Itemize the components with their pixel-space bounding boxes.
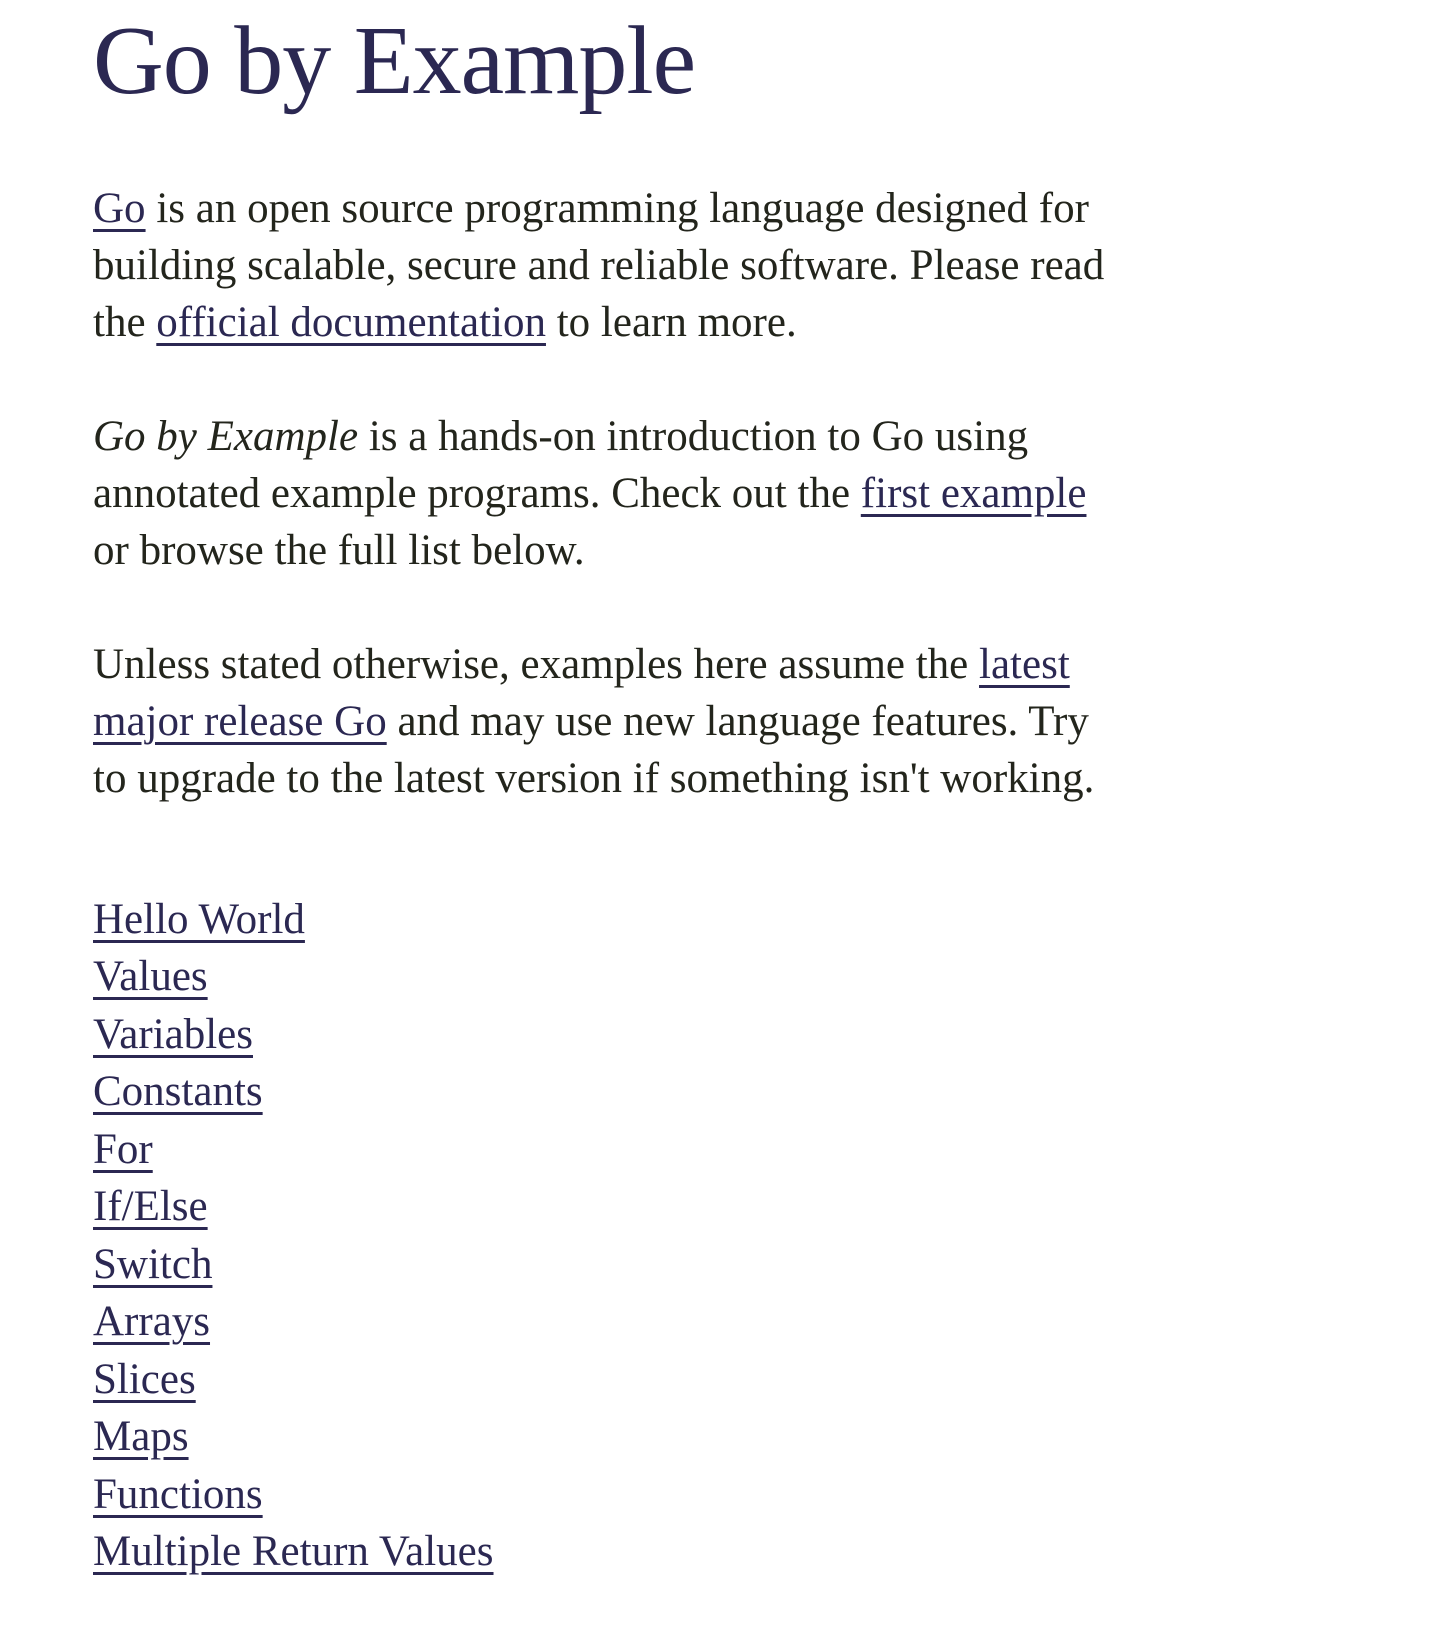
example-link-constants[interactable]: Constants	[93, 1068, 263, 1116]
example-list-item	[93, 1178, 1376, 1236]
paragraph-text: Unless stated otherwise, examples here assume the	[93, 640, 980, 688]
example-list-item	[93, 1293, 1376, 1351]
example-link-if-else[interactable]: If/Else	[93, 1183, 208, 1231]
go-language-link[interactable]: Go	[93, 184, 146, 232]
example-link-switch[interactable]: Switch	[93, 1240, 213, 1288]
paragraph-text: the	[93, 298, 157, 346]
link-text: latest	[979, 640, 1070, 688]
example-link-multiple-return-values[interactable]: Multiple Return Values	[93, 1528, 494, 1576]
intro-paragraph-1	[93, 180, 1376, 351]
paragraph-text: is an open source programming language designed for	[145, 184, 1089, 232]
link-text: major release Go	[93, 697, 387, 745]
example-link-functions[interactable]: Functions	[93, 1470, 263, 1518]
example-list-item	[93, 1351, 1376, 1409]
example-list-item	[93, 1408, 1376, 1466]
example-list-item	[93, 1063, 1376, 1121]
paragraph-text: or browse the full list below.	[93, 526, 585, 574]
paragraph-text: building scalable, secure and reliable software. Please read	[93, 241, 1105, 289]
example-link-for[interactable]: For	[93, 1125, 153, 1173]
first-example-link[interactable]: first example	[860, 469, 1087, 517]
example-link-values[interactable]: Values	[93, 953, 208, 1001]
example-link-hello-world[interactable]: Hello World	[93, 895, 305, 943]
example-list-item	[93, 1523, 1376, 1581]
site-name-emphasis: Go by Example	[93, 412, 359, 460]
official-documentation-link[interactable]: official documentation	[156, 298, 546, 346]
paragraph-text: is a hands-on introduction to Go using	[358, 412, 1029, 460]
example-list-item	[93, 1006, 1376, 1064]
intro-paragraph-3	[93, 636, 1376, 807]
paragraph-text: to learn more.	[545, 298, 797, 346]
example-link-variables[interactable]: Variables	[93, 1010, 253, 1058]
example-list	[93, 891, 1376, 1581]
page-title	[93, 5, 1376, 118]
intro-paragraph-2	[93, 408, 1376, 579]
example-link-arrays[interactable]: Arrays	[93, 1298, 211, 1346]
paragraph-text: annotated example programs. Check out the	[93, 469, 861, 517]
paragraph-text: and may use new language features. Try	[386, 697, 1089, 745]
example-list-item	[93, 891, 1376, 949]
example-list-item	[93, 1236, 1376, 1294]
site-title-link[interactable]: Go by Example	[93, 7, 696, 115]
example-link-maps[interactable]: Maps	[93, 1413, 189, 1461]
example-list-item	[93, 1121, 1376, 1179]
example-link-slices[interactable]: Slices	[93, 1355, 196, 1403]
example-list-item	[93, 1466, 1376, 1524]
paragraph-text: to upgrade to the latest version if something isn't working.	[93, 754, 1095, 802]
example-list-item	[93, 948, 1376, 1006]
